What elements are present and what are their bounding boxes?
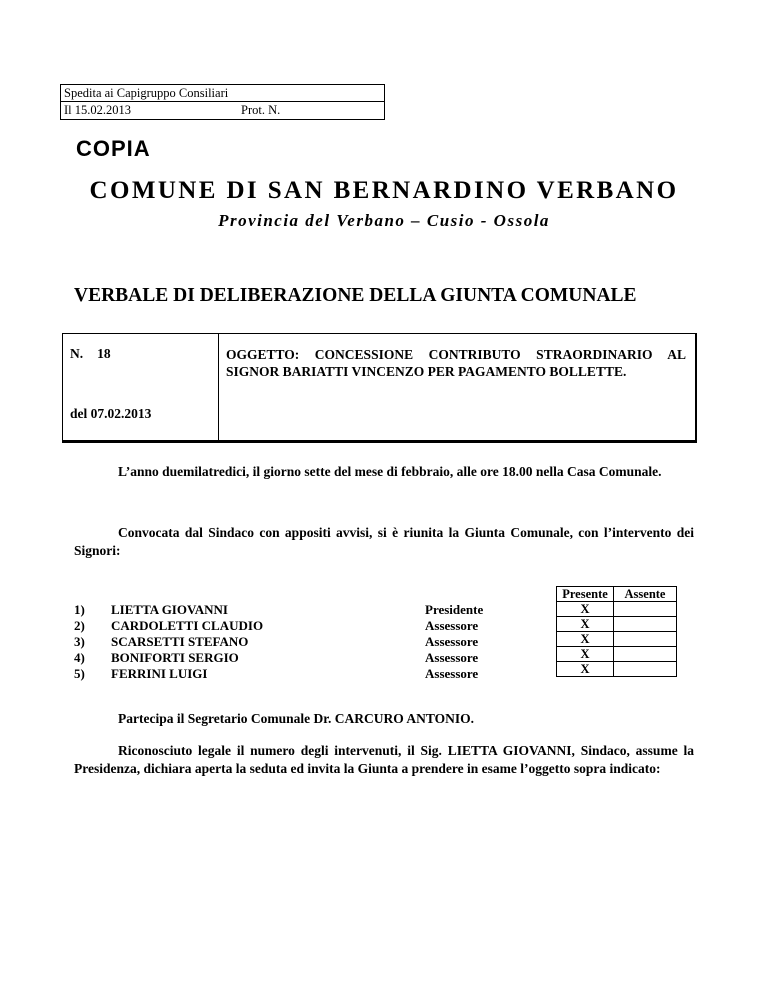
secretary-paragraph: Partecipa il Segretario Comunale Dr. CARCURO ANTONIO.	[118, 711, 474, 726]
convocation-paragraph: Convocata dal Sindaco con appositi avvisi, si è riunita la Giunta Comunale, con l’intervento dei Signori:	[74, 525, 694, 558]
presente-cell: X	[557, 662, 614, 677]
sent-date-row	[61, 102, 384, 118]
presente-cell: X	[557, 617, 614, 632]
member-role: Assessore	[425, 650, 479, 665]
deliberation-number	[70, 346, 111, 362]
attendance-table	[556, 586, 677, 677]
protocol-label: Prot. N.	[241, 103, 281, 117]
member-name: LIETTA GIOVANNI	[111, 602, 228, 617]
deliberation-date: del 07.02.2013	[70, 406, 152, 421]
member-role: Presidente	[425, 602, 484, 617]
sent-date: Il 15.02.2013	[64, 103, 132, 117]
member-name: FERRINI LUIGI	[111, 666, 208, 681]
member-name: CARDOLETTI CLAUDIO	[111, 618, 264, 633]
deliberation-subject: OGGETTO: CONCESSIONE CONTRIBUTO STRAORDINARIO AL SIGNOR BARIATTI VINCENZO PER PAGAMENTO BOLLETTE.	[226, 347, 686, 379]
member-name: SCARSETTI STEFANO	[111, 634, 249, 649]
number-label: N.	[70, 346, 84, 361]
presente-cell: X	[557, 602, 614, 617]
member-role: Assessore	[425, 634, 479, 649]
assente-cell	[614, 662, 677, 677]
sent-info-box	[60, 84, 385, 120]
member-number: 3)	[74, 634, 85, 649]
municipality-title: COMUNE DI SAN BERNARDINO VERBANO	[89, 177, 679, 204]
presente-cell: X	[557, 647, 614, 662]
member-number: 5)	[74, 666, 85, 681]
attendance-row	[557, 662, 677, 677]
document-title: VERBALE DI DELIBERAZIONE DELLA GIUNTA COMUNALE	[74, 285, 637, 306]
member-role: Assessore	[425, 666, 479, 681]
assente-cell	[614, 632, 677, 647]
member-role: Assessore	[425, 618, 479, 633]
assente-cell	[614, 647, 677, 662]
box-divider	[218, 334, 219, 440]
member-number: 1)	[74, 602, 85, 617]
header-presente: Presente	[557, 587, 614, 602]
assente-cell	[614, 617, 677, 632]
attendance-row	[557, 602, 677, 617]
member-number: 2)	[74, 618, 85, 633]
header-assente: Assente	[614, 587, 677, 602]
member-name: BONIFORTI SERGIO	[111, 650, 239, 665]
assente-cell	[614, 602, 677, 617]
deliberation-box	[62, 333, 697, 443]
sent-to-label: Spedita ai Capigruppo Consiliari	[61, 85, 384, 102]
presente-cell: X	[557, 632, 614, 647]
opening-paragraph: L’anno duemilatredici, il giorno sette del mese di febbraio, alle ore 18.00 nella Casa Comunale.	[118, 464, 662, 479]
attendance-row	[557, 647, 677, 662]
province-subtitle: Provincia del Verbano – Cusio - Ossola	[218, 211, 550, 230]
presidency-paragraph: Riconosciuto legale il numero degli intervenuti, il Sig. LIETTA GIOVANNI, Sindaco, assume la Presidenza, dichiara aperta la seduta ed invita la Giunta a prendere in esame l’oggetto sopra indicato:	[74, 743, 694, 776]
member-number: 4)	[74, 650, 85, 665]
attendance-row	[557, 632, 677, 647]
number-value: 18	[97, 346, 111, 361]
attendance-header-row	[557, 587, 677, 602]
copy-label: COPIA	[76, 136, 151, 161]
attendance-row	[557, 617, 677, 632]
